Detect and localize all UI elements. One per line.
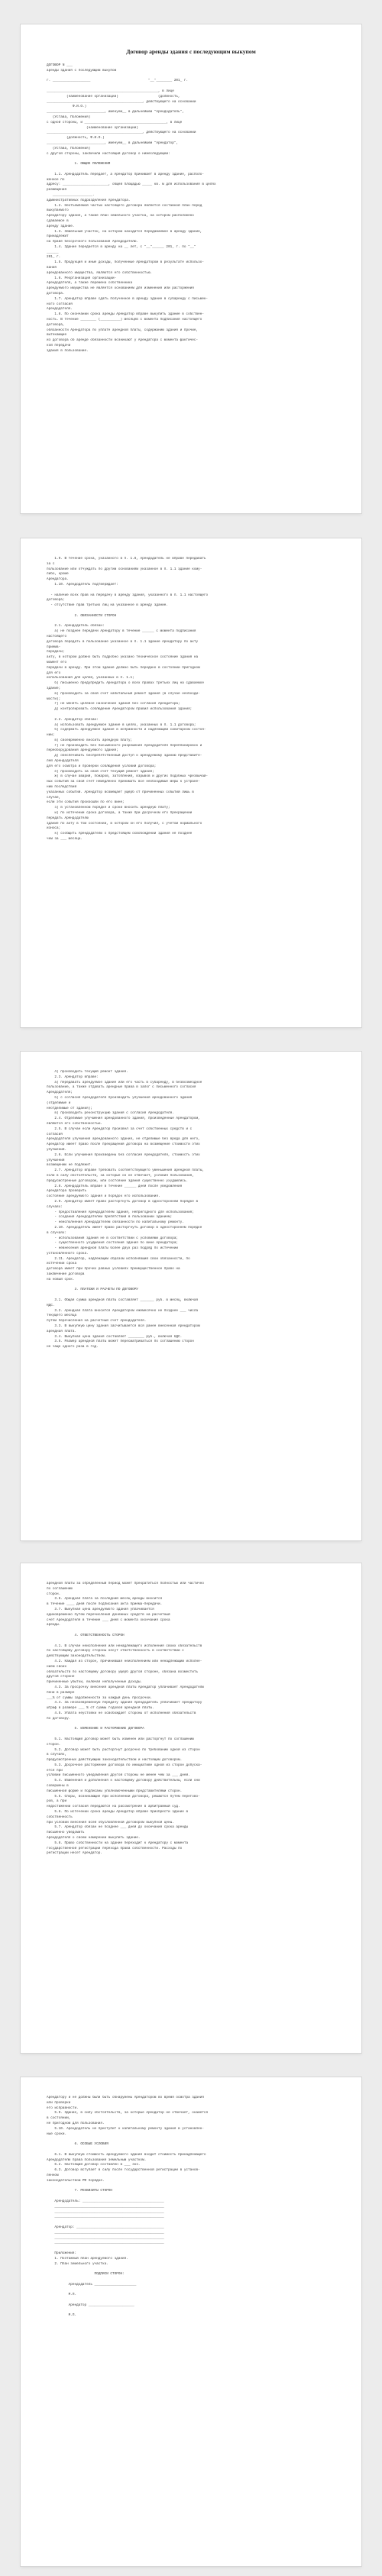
- text-line: Арендатору и не должны были быть обнаружены Арендатором во время осмотра здания: [47, 2096, 204, 2099]
- text-line: установленного срока.: [47, 1251, 89, 1256]
- text-line: не пригодном для пользования.: [47, 2121, 105, 2125]
- blank-line: [47, 609, 335, 614]
- text-line: НДС.: [47, 1303, 55, 1307]
- text-line: _______________________________________________________: [47, 2215, 164, 2219]
- text-line: 6.3. Договор вступает в силу после государственной регистрации в установ-: [47, 2168, 200, 2173]
- text-line: з) в установленном порядке и сроки вносить арендную плату;: [47, 806, 170, 810]
- text-line: 5.4. Изменения и дополнения к настоящему договору действительны, если они: [47, 1779, 200, 1783]
- text-line: 4.3. За просрочку внесения арендной платы Арендатор уплачивает Арендодателю: [47, 1685, 204, 1689]
- text-line: акту, в котором должно быть подробно указано техническое состояние здания на: [47, 655, 199, 660]
- text-line: штраф в размере ___ % от суммы годовой арендной платы.: [47, 1706, 154, 1711]
- text-line: 7. РЕКВИЗИТЫ СТОРОН: [47, 2189, 113, 2193]
- text-line: в) производить реконструкцию здания с согласия Арендодателя.: [47, 1111, 174, 1116]
- text-line: 201_ г.: [47, 255, 61, 260]
- text-line: нии;: [47, 733, 55, 738]
- text-line: аренды здания с последующим выкупом: [47, 68, 117, 73]
- text-line: передать Арендодателю: [47, 816, 89, 820]
- text-line: Арендатора проверить: [47, 1189, 87, 1194]
- text-line: _______________________________________________________: [47, 2204, 164, 2209]
- text-line: к) сообщить Арендодателю о предстоящем освобождении здания не позднее: [47, 832, 193, 836]
- text-line: чем за ___ месяца.: [47, 837, 83, 842]
- text-line: 4.4. За несвоевременную передачу здания Арендодатель уплачивает Арендатору: [47, 1701, 202, 1705]
- text-line: 5.2. Договор может быть расторгнут досрочно по требованию одной из сторон: [47, 1747, 200, 1752]
- text-line: здание;: [47, 686, 61, 690]
- text-line: 4.2. Каждая из сторон, причинившая неисполнением или ненадлежащим исполне-: [47, 1659, 202, 1663]
- text-line: договора имеет при прочих равных условиях преимущественное право на: [47, 1267, 180, 1272]
- text-line: не чаще одного раза в год.: [47, 1345, 99, 1349]
- text-line: е) производить за свой счет текущий ремонт здания;: [47, 769, 154, 774]
- text-line: письменной форме и подписаны уполномоченными представителями сторон.: [47, 1789, 183, 1793]
- text-line: другой стороне: [47, 1675, 75, 1679]
- text-line: (должность, Ф.И.О.): [47, 136, 105, 141]
- text-line: законодательством РФ порядке.: [47, 2178, 105, 2183]
- text-line: по соглашению: [47, 1586, 73, 1591]
- text-line: регистрации несет Арендатор.: [47, 1851, 102, 1856]
- text-line: 3.3. В выкупную цену здания засчитывается вся ранее внесенная Арендатором: [47, 1324, 200, 1329]
- text-line: адресу: _______________________, общей площадью _____ кв. м для использования в целях: [47, 183, 216, 187]
- blank-line: [47, 1722, 335, 1728]
- text-line: а) передавать арендуемое здание или его часть в субаренду, в безвозмездное: [47, 1080, 202, 1084]
- text-line: в) своевременно вносить арендную плату;: [47, 738, 133, 742]
- text-line: из договора об аренде обязанности возникают у Арендатора с момента фактичес-: [47, 338, 199, 343]
- text-line: ________________________________________________, действующего на основании: [47, 99, 196, 104]
- blank-line: [47, 1293, 335, 1298]
- text-line: Арендодателю права пользования земельным участком.: [47, 2157, 147, 2162]
- text-line: путем перечисления на расчетный счет Арендодателя.: [47, 1319, 147, 1324]
- text-line: Арендодатель: _________________________________________: [47, 2199, 164, 2203]
- text-line: государственной регистрации перехода права собственности. Расходы по: [47, 1846, 183, 1850]
- text-line: _______________________________________________________: [47, 2235, 164, 2240]
- text-line: счет Арендодателя в течение ___ дней с момента окончания срока: [47, 1618, 170, 1622]
- text-line: _____________________________, именуем__ в дальнейшем "Арендатор",: [47, 141, 179, 145]
- text-line: ___% от суммы задолженности за каждый день просрочки.: [47, 1695, 153, 1700]
- text-line: 6. ОСОБЫЕ УСЛОВИЯ: [47, 2142, 108, 2147]
- document-page-3: [21, 1052, 361, 1540]
- text-line: текущего месяца: [47, 1314, 77, 1318]
- text-line: 5. ИЗМЕНЕНИЕ И РАСТОРЖЕНИЕ ДОГОВОРА: [47, 1727, 144, 1731]
- text-line: выкупаемого: [47, 208, 69, 213]
- text-line: недостижении согласия передаются на рассмотрение в арбитражный суд.: [47, 1805, 180, 1809]
- blank-line: [47, 1732, 335, 1737]
- text-line: износа;: [47, 826, 61, 831]
- text-line: ДОГОВОР N ___: [47, 63, 73, 67]
- blank-line: [47, 84, 335, 89]
- text-line: 4.5. Уплата неустойки не освобождает стороны от исполнения обязательств: [47, 1711, 196, 1715]
- text-line: г) не менять целевое назначение здания без согласия Арендатора;: [47, 702, 180, 706]
- page-body: [47, 2096, 335, 2319]
- text-line: совершены в: [47, 1784, 69, 1789]
- text-line: - использования здания не в соответствии с условиями договора;: [47, 1236, 179, 1240]
- text-line: на новый срок.: [47, 1277, 75, 1282]
- text-line: 1. Поэтажный план арендуемого здания.: [47, 2256, 128, 2261]
- text-line: Арендатор имеет право после прекращения договора на возмещение стоимости этих: [47, 1143, 200, 1147]
- blank-line: [47, 2137, 335, 2142]
- text-line: истечении срока: [47, 1262, 77, 1266]
- text-line: - создания Арендодателем препятствий в пользовании зданием;: [47, 1215, 173, 1220]
- text-line: 1.7. Арендатор вправе сдать полученное в аренду здание в субаренду с письмен-: [47, 296, 209, 301]
- blank-line: [47, 1628, 335, 1634]
- text-line: случае,: [47, 795, 61, 800]
- text-line: Арендодателя;: [47, 1091, 73, 1095]
- text-line: 2. ОБЯЗАННОСТИ СТОРОН: [47, 613, 117, 618]
- text-line: состояние арендуемого здания и порядок его использования.: [47, 1194, 160, 1199]
- text-line: 3.7. Выкупная цена арендуемого здания уплачивается: [47, 1607, 154, 1611]
- text-line: 5.6. По истечении срока аренды Арендатор вправе приобрести здание в: [47, 1810, 189, 1815]
- text-line: 1. ОБЩИЕ ПОЛОЖЕНИЯ: [47, 162, 111, 166]
- text-line: момент его: [47, 660, 67, 664]
- text-line: здание по акту в том состоянии, в котором он его получил, с учетом нормального: [47, 821, 202, 826]
- text-line: Арендодателя, а также перемена собственника: [47, 281, 133, 286]
- text-line: 2.6. Если улучшения произведены без согласия Арендодателя, стоимость этих: [47, 1152, 200, 1157]
- blank-line: [47, 2220, 335, 2225]
- blank-line: [47, 713, 335, 718]
- text-line: 2.9. Арендатор имеет право расторгнуть договор в одностороннем порядке в: [47, 1199, 199, 1204]
- text-line: ность. В течение ________ (__________) месяцев с момента подписания настоящего: [47, 318, 202, 322]
- blank-line: [47, 167, 335, 173]
- text-line: предусмотренные договором, или состояние здания существенно ухудшились.: [47, 1178, 189, 1183]
- text-line: здания в пользование.: [47, 348, 89, 353]
- text-line: 2.8. Арендодатель вправе в течение ______ дней после уведомления: [47, 1184, 183, 1188]
- text-line: или проверки: [47, 2100, 71, 2105]
- text-line: предусмотренных действующим законодательством и настоящим договором.: [47, 1758, 183, 1763]
- text-line: по договору.: [47, 1716, 71, 1721]
- text-line: договора.: [47, 292, 65, 296]
- text-line: 3.1. Общая сумма арендной платы составляет _______ руб. в месяц, включая: [47, 1298, 199, 1303]
- text-line: являются его собственностью.: [47, 1121, 102, 1126]
- text-line: пользование, а также отдавать арендные права в залог с письменного согласия: [47, 1085, 196, 1090]
- text-line: а) использовать арендуемое здание в целях, указанных в п. 1.1 договора;: [47, 722, 196, 727]
- text-line: ров, а при: [47, 1799, 67, 1804]
- blank-line: [47, 588, 335, 593]
- text-line: кой передачи: [47, 344, 71, 348]
- text-line: с другой стороны, заключили настоящий договор о нижеследующем:: [47, 151, 170, 156]
- blank-line: [47, 619, 335, 625]
- text-line: 1.4. Здание передается в аренду на __ лет, с "__"______ 201_ г. по "__": [47, 244, 196, 249]
- text-line: ____________________.: [47, 192, 95, 197]
- blank-line: [47, 2277, 335, 2283]
- text-line: либо, кроме: [47, 572, 69, 577]
- text-line: 4.1. В случае неисполнения или ненадлежащего исполнения своих обязательств: [47, 1644, 202, 1648]
- text-line: при условии внесения всей обусловленной договором выкупной цены.: [47, 1820, 174, 1825]
- text-line: л) производить текущий ремонт здания.: [47, 1070, 128, 1074]
- text-line: 2.3. Арендатор вправе:: [47, 1075, 99, 1079]
- text-line: 1.8. По окончании срока аренды Арендатор вправе выкупить здание в собствен-: [47, 312, 204, 317]
- text-line: возмещению не подлежит.: [47, 1163, 92, 1168]
- text-line: аренды.: [47, 1623, 61, 1627]
- text-line: ________________________________________________________, в лице: [47, 89, 174, 93]
- text-line: 2. План земельного участка.: [47, 2261, 108, 2266]
- text-line: Арендатору здание, а также план земельного участка, на котором расположено: [47, 214, 194, 218]
- text-line: вания: [47, 266, 57, 270]
- text-line: 2.10. Арендодатель имеет право расторгнуть договор в одностороннем порядке: [47, 1225, 202, 1230]
- text-line: с одной стороны, и _________________________________________, в лице: [47, 120, 183, 124]
- document-page-2: [21, 538, 361, 1027]
- text-line: б) письменно предупредить Арендатора о всех правах третьих лиц на сдаваемое: [47, 681, 204, 686]
- blank-line: [47, 2287, 335, 2293]
- text-line: пени в размере: [47, 1690, 75, 1695]
- text-line: д) обеспечивать беспрепятственный доступ к арендуемому зданию представите-: [47, 754, 202, 758]
- text-line: лей Арендодателя: [47, 759, 79, 764]
- text-line: для его осмотра и проверки соблюдения условий договора;: [47, 764, 157, 768]
- text-line: Приложения:: [47, 2251, 77, 2255]
- text-line: 5.5. Споры, возникающие при исполнении договора, решаются путем перегово-: [47, 1794, 200, 1799]
- text-line: женное по: [47, 177, 65, 182]
- text-line: мости);: [47, 697, 61, 701]
- text-line: согласия: [47, 1132, 63, 1136]
- blank-line: [47, 1283, 335, 1288]
- text-line: переоборудования арендуемого здания;: [47, 748, 118, 753]
- text-line: использования для целей, указанных в п. 1.1;: [47, 676, 134, 680]
- text-line: договора,: [47, 322, 65, 327]
- text-line: договора;: [47, 598, 65, 603]
- text-line: Ф.И.О.): [47, 105, 87, 109]
- text-line: ного согласия: [47, 302, 73, 306]
- text-line: если в силу обстоятельств, за которые он не отвечает, условия пользования,: [47, 1173, 194, 1178]
- text-line: 1.2. Неотъемлемой частью настоящего договора является составной план перед: [47, 203, 202, 208]
- text-line: арендная плата.: [47, 1329, 77, 1333]
- text-line: г) не производить без письменного разрешения Арендодателя перепланировок и: [47, 743, 202, 748]
- text-line: принадлежит: [47, 234, 69, 239]
- text-line: _______________________________________________________: [47, 2230, 164, 2235]
- text-line: действующим законодательством.: [47, 1654, 107, 1659]
- document-title: Договор аренды здания с последующим выкупом: [126, 48, 256, 55]
- text-line: Арендодатель _____________________: [47, 2282, 137, 2287]
- text-line: Арендодателя.: [47, 307, 73, 312]
- text-line: ется при: [47, 1768, 63, 1773]
- text-line: договора передать в пользование указанное в п. 1.1 здание Арендатору по акту: [47, 639, 199, 644]
- text-line: его исправности.: [47, 2106, 79, 2110]
- text-line: (отделимые и: [47, 1101, 71, 1105]
- text-line: передачи;: [47, 650, 65, 655]
- text-line: административных подразделения Арендатора.: [47, 198, 131, 202]
- text-line: настоящего: [47, 634, 67, 638]
- text-line: - предоставления Арендодателем здания, непригодного для использования;: [47, 1210, 194, 1214]
- text-line: в состоянии,: [47, 2116, 71, 2121]
- text-line: 3.4. Выкупная цена здания составляет ________ руб., включая НДС.: [47, 1334, 183, 1339]
- text-line: приема-: [47, 645, 61, 649]
- text-line: _______________________________________________________: [47, 2241, 164, 2245]
- text-line: - наличие всех прав на передачу в аренду здания, указанного в п. 1.1 настоящего: [47, 593, 209, 597]
- text-line: 2.2. Арендатор обязан:: [47, 717, 99, 722]
- text-line: 1.9. В течение срока, указанного в п. 1.8, Арендодатель не вправе передавать: [47, 557, 206, 561]
- blank-line: [47, 2194, 335, 2199]
- text-line: 5.10. Арендодатель не приступит к капитальному ремонту здания в установлен-: [47, 2126, 204, 2131]
- text-line: 5.8. Право собственности на здание переходит к Арендатору с момента: [47, 1841, 189, 1845]
- text-line: 6.2. Настоящий договор составлен в ___ экз.: [47, 2163, 141, 2167]
- text-line: - существенного ухудшения состояния здания по вине Арендатора;: [47, 1241, 179, 1246]
- document-page-1: [21, 24, 361, 513]
- text-line: нием своих: [47, 1664, 67, 1669]
- text-line: 2.5. В случае если Арендатор произвел за счет собственных средств и с: [47, 1126, 193, 1131]
- text-line: 6.1. В выкупную стоимость арендуемого здания входит стоимость принадлежащего: [47, 2152, 206, 2157]
- text-line: в случаях,: [47, 1753, 67, 1757]
- text-line: сдаваемое в: [47, 218, 69, 223]
- text-line: передачи в аренду. При этом здание должно быть передано в состоянии пригодном: [47, 665, 200, 670]
- text-line: д) контролировать соблюдение Арендатором правил использования здания;: [47, 707, 193, 712]
- text-line: 5.1. Настоящий договор может быть изменен или расторгнут по соглашению: [47, 1737, 194, 1741]
- text-line: собственность: [47, 1815, 73, 1819]
- text-line: аренду здание.: [47, 224, 75, 228]
- document-page-4: [21, 1563, 361, 2053]
- text-line: сторон.: [47, 1742, 61, 1747]
- text-line: (Устава, Положения): [47, 146, 91, 150]
- text-line: _______________________________________________________: [47, 2209, 164, 2214]
- text-line: ж) в случае аварий, пожаров, затоплений, взрывов и других подобных чрезвычай-: [47, 774, 209, 779]
- text-line: письменно уведомить: [47, 1831, 85, 1835]
- text-line: (Устава, Положения): [47, 115, 91, 119]
- text-line: Арендатор _______________________: [47, 2303, 134, 2307]
- text-line: 3.5. Размер арендной платы может пересматриваться по соглашению сторон: [47, 1340, 194, 1344]
- text-line: 5.3. Досрочное расторжение договора по инициативе одной из сторон допуска-: [47, 1763, 202, 1767]
- text-line: 2.11. Арендатор, надлежащим образом исполнявший свои обязанности, по: [47, 1256, 190, 1261]
- text-line: улучшений.: [47, 1147, 67, 1152]
- text-line: указанных событий. Арендатор возмещает ущерб от причиненных событий лишь в: [47, 790, 194, 794]
- text-line: в течение ____ дней после подписания акта приема-передачи.: [47, 1602, 163, 1607]
- text-line: ПОДПИСИ СТОРОН:: [47, 2272, 125, 2277]
- text-line: ______: [47, 250, 59, 254]
- text-line: в) производить за свой счет капитальный ремонт здания (в случае необходи-: [47, 691, 200, 696]
- text-line: Арендодателя о своем намерении выкупить здание.: [47, 1836, 141, 1841]
- blank-line: [47, 1639, 335, 1644]
- text-line: - отсутствие прав третьих лиц на указанное в аренду здание.: [47, 603, 169, 608]
- text-line: 5.9. Здание, в силу обстоятельств, за которые Арендатор не отвечает, окажется: [47, 2111, 209, 2115]
- text-line: 1.3. Земельный участок, на котором находится передаваемое в аренду здание,: [47, 229, 202, 234]
- text-line: 3. ПЛАТЕЖИ И РАСЧЕТЫ ПО ДОГОВОРУ: [47, 1288, 138, 1292]
- document-page-5: [21, 2077, 361, 2566]
- blank-line: [47, 157, 335, 162]
- text-line: Арендатор: ____________________________________________: [47, 2225, 164, 2229]
- blank-line: [47, 2267, 335, 2272]
- text-line: нию последствий: [47, 785, 77, 790]
- blank-line: [47, 2298, 335, 2303]
- page-body: [47, 63, 335, 354]
- text-line: единовременно путем перечисления денежных средств на расчетный: [47, 1612, 170, 1617]
- text-line: б) содержать арендуемое здание в исправности и надлежащем санитарном состоя-: [47, 728, 206, 732]
- text-line: 5.7. Арендатор обязан не позднее ___ дней до окончания срока аренды: [47, 1825, 189, 1830]
- page-body: [47, 1070, 335, 1350]
- text-line: Арендатора.: [47, 577, 69, 582]
- text-line: для его: [47, 671, 61, 675]
- page-body: [47, 1582, 335, 1857]
- text-line: г. ___________________ "__"________ 201_ г.: [47, 79, 189, 83]
- text-line: арендуемого имущества не является основанием для изменения или расторжения: [47, 286, 194, 291]
- text-line: 1.5. Продукция и иные доходы, полученные Арендатором в результате использо-: [47, 260, 204, 265]
- text-line: по настоящему договору стороны несут ответственность в соответствии с: [47, 1649, 184, 1653]
- text-line: пользование или отчуждать по другим основаниям указанное в п. 1.1 здание кому-: [47, 567, 202, 571]
- text-line: ленном: [47, 2173, 59, 2177]
- text-line: в случаях:: [47, 1230, 67, 1235]
- blank-line: [47, 2148, 335, 2153]
- blank-line: [47, 2246, 335, 2251]
- text-line: М.П.: [47, 2293, 77, 2297]
- text-line: ные сроки.: [47, 2132, 67, 2136]
- text-line: обязанности Арендатора по уплате арендной платы, содержанию здания и прочие,: [47, 328, 199, 332]
- text-line: случаях:: [47, 1204, 63, 1209]
- text-line: и) по истечении срока договора, а также при досрочном его прекращении: [47, 811, 193, 816]
- text-line: (наименование организации) (должность,: [47, 94, 180, 99]
- text-line: размещения: [47, 188, 67, 192]
- text-line: (наименование организации): [47, 125, 138, 130]
- text-line: б) с согласия Арендодателя производить улучшения арендованного здания: [47, 1095, 193, 1100]
- text-line: ных событий за свой счет немедленно принимать все необходимые меры к устране-: [47, 780, 200, 784]
- text-line: 2.1. Арендодатель обязан:: [47, 624, 105, 629]
- text-line: - неисполнения Арендодателем обязанности по капитальному ремонту.: [47, 1220, 184, 1225]
- text-line: за с: [47, 561, 55, 566]
- page-body: [47, 557, 335, 842]
- text-line: вытекающие: [47, 333, 67, 338]
- text-line: обязательств по настоящему договору ущерб другой стороне, обязана возместить: [47, 1669, 199, 1674]
- text-line: 2.4. Отделимые улучшения арендованного здания, произведенные Арендатором,: [47, 1117, 200, 1121]
- text-line: 1.6. Реорганизация организации-: [47, 276, 117, 280]
- text-line: - невнесения арендной платы более двух раз подряд по истечении: [47, 1246, 179, 1251]
- text-line: если эти события произошли по его вине;: [47, 800, 125, 805]
- text-line: М.П.: [47, 2313, 77, 2318]
- text-line: 4. ОТВЕТСТВЕННОСТЬ СТОРОН: [47, 1633, 125, 1637]
- text-line: арендованного имущества, являются его собственностью.: [47, 270, 153, 275]
- text-line: на праве бессрочного пользования Арендодателю.: [47, 240, 138, 244]
- text-line: 3.2. Арендная плата вносится Арендатором ежемесячно не позднее ___ числа: [47, 1308, 199, 1313]
- text-line: заключение договора: [47, 1272, 85, 1277]
- text-line: 1.10. Арендодатель подтверждает:: [47, 582, 118, 587]
- text-line: улучшений: [47, 1158, 65, 1162]
- text-line: неотделимые от здания);: [47, 1106, 92, 1110]
- text-line: Арендодателя улучшения арендованного здания, не отделимые без вреда для него,: [47, 1137, 200, 1142]
- text-line: причиненные убытки, включая неполученные доходы.: [47, 1680, 143, 1685]
- text-line: 3.6. Арендная плата за последний месяц аренды вносится: [47, 1597, 163, 1602]
- text-line: условии письменного уведомления другой стороны не менее чем за ___ дней.: [47, 1773, 190, 1778]
- text-line: ________________________________________________, действующего на основании: [47, 131, 196, 135]
- text-line: арендной платы за определенный период может прекратиться полностью или частично: [47, 1582, 204, 1585]
- text-line: 2.7. Арендатор вправе требовать соответствующего уменьшения арендной платы,: [47, 1168, 204, 1173]
- blank-line: [47, 2184, 335, 2190]
- text-line: _____________________________, именуем__ в дальнейшем "Арендодатель",: [47, 110, 184, 115]
- blank-line: [47, 74, 335, 79]
- text-line: а) не позднее передачи Арендатору в течение ______ с момента подписания: [47, 629, 196, 634]
- text-line: сторон.: [47, 1592, 61, 1596]
- blank-line: [47, 2309, 335, 2314]
- text-line: 1.1. Арендодатель передает, а Арендатор принимает в аренду здание, располо-: [47, 172, 204, 176]
